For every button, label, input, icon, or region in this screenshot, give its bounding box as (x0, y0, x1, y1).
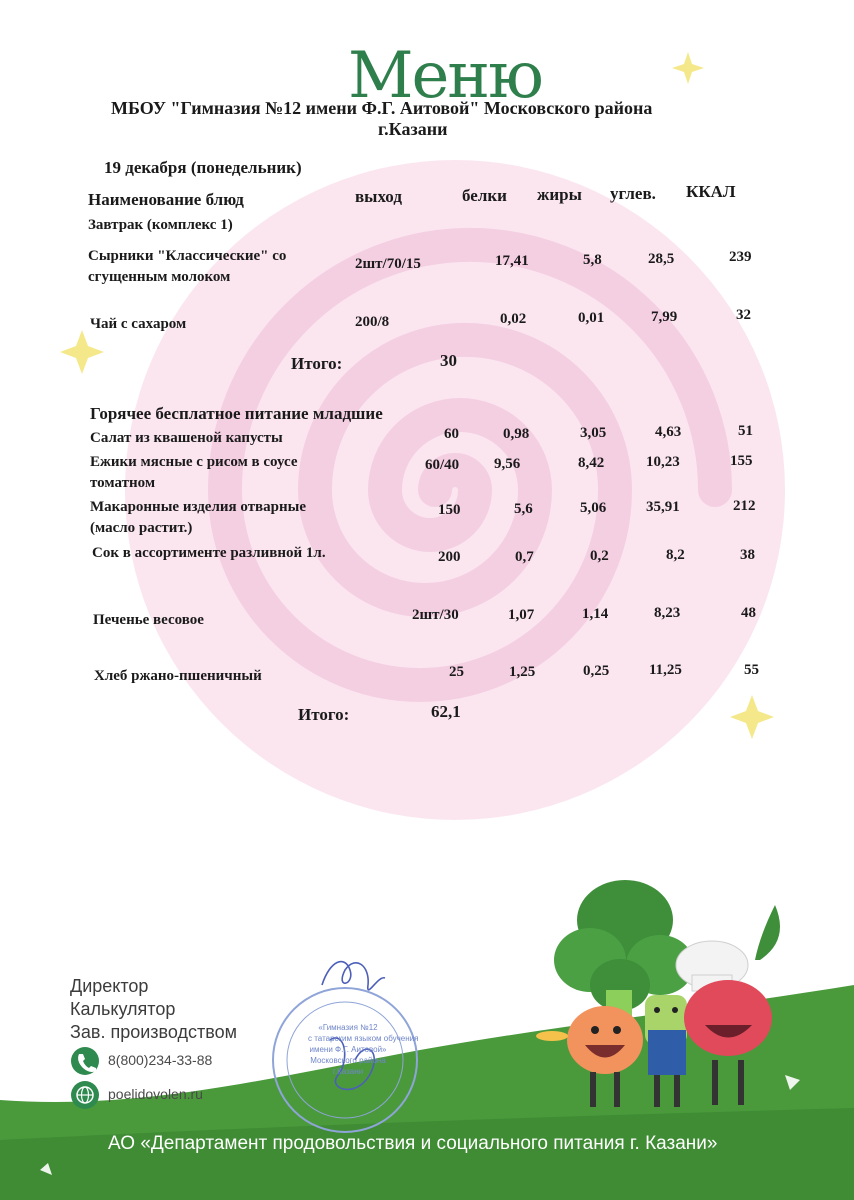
dish-output: 2шт/70/15 (355, 256, 421, 272)
dish-carbs: 4,63 (655, 424, 682, 440)
dish-carbs: 11,25 (649, 662, 682, 678)
column-header-kcal: ККАЛ (686, 182, 736, 201)
dish-name: Чай с сахаром (90, 316, 187, 332)
dish-protein: 0,98 (503, 426, 530, 442)
dish-protein: 1,25 (509, 664, 536, 680)
dish-fat: 1,14 (582, 606, 609, 622)
breakfast-total-label: Итого: (291, 354, 343, 373)
dish-carbs: 8,23 (654, 605, 681, 621)
dish-name: Хлеб ржано-пшеничный (94, 668, 262, 684)
section-title-breakfast: Завтрак (комплекс 1) (88, 217, 233, 233)
website-link[interactable]: poelidovolen.ru (108, 1086, 203, 1102)
column-header-protein: белки (462, 186, 507, 205)
dish-kcal: 55 (744, 662, 759, 678)
dish-kcal: 51 (738, 423, 753, 439)
dish-output: 2шт/30 (412, 607, 459, 623)
column-header-output: выход (355, 187, 402, 206)
dish-kcal: 239 (729, 249, 752, 265)
breakfast-total-value: 30 (440, 351, 457, 370)
dish-fat: 8,42 (578, 455, 605, 471)
dish-name: Салат из квашеной капусты (90, 430, 283, 446)
dish-carbs: 8,2 (666, 547, 685, 563)
dish-kcal: 38 (740, 547, 755, 563)
dish-carbs: 10,23 (646, 454, 680, 470)
dish-output: 200 (438, 549, 461, 565)
dish-kcal: 48 (741, 605, 756, 621)
company-banner: АО «Департамент продовольствия и социального питания г. Казани» (108, 1133, 718, 1154)
page-title-city: г.Казани (378, 119, 448, 139)
dish-kcal: 212 (733, 498, 756, 514)
stamp-text: «Гимназия №12 с татарским языком обучения имени Ф.Г. Аитовой» Московского района г.Казани (308, 1023, 419, 1076)
column-header-carbs: углев. (610, 184, 656, 203)
column-header-fat: жиры (537, 185, 582, 204)
dish-output: 25 (449, 664, 464, 680)
dish-kcal: 32 (736, 307, 751, 323)
dish-protein: 9,56 (494, 456, 521, 472)
menu-date: 19 декабря (понедельник) (104, 158, 302, 177)
dish-output: 60/40 (425, 457, 460, 473)
head-production-label: Зав. производством (70, 1022, 237, 1042)
lunch-total-value: 62,1 (431, 702, 461, 721)
phone-icon (71, 1047, 99, 1075)
dish-fat: 5,8 (583, 252, 602, 268)
dish-name: Ежики мясные с рисом в соусе томатном (90, 454, 298, 491)
dish-protein: 5,6 (514, 501, 533, 517)
dish-carbs: 28,5 (648, 251, 675, 267)
dish-kcal: 155 (730, 453, 753, 469)
dish-protein: 0,02 (500, 311, 527, 327)
dish-output: 200/8 (355, 314, 390, 330)
dish-fat: 5,06 (580, 500, 607, 516)
dish-protein: 1,07 (508, 607, 535, 623)
calculator-label: Калькулятор (70, 999, 176, 1019)
director-label: Директор (70, 976, 149, 996)
dish-protein: 0,7 (515, 549, 534, 565)
dish-carbs: 35,91 (646, 499, 680, 515)
section-title-lunch: Горячее бесплатное питание младшие (90, 404, 383, 423)
globe-icon (71, 1081, 99, 1109)
column-header-name: Наименование блюд (88, 190, 244, 209)
dish-output: 60 (444, 426, 459, 442)
page-title: МБОУ "Гимназия №12 имени Ф.Г. Аитовой" Московского района (111, 98, 653, 118)
phone-number: 8(800)234-33-88 (108, 1052, 213, 1068)
dish-output: 150 (438, 502, 461, 518)
dish-name: Сырники "Классические" со сгущенным молоком (88, 248, 287, 285)
dish-fat: 3,05 (580, 425, 607, 441)
dish-fat: 0,01 (578, 310, 605, 326)
dish-name: Сок в ассортименте разливной 1л. (92, 545, 326, 561)
dish-fat: 0,2 (590, 548, 609, 564)
menu-logo: Меню (348, 39, 542, 113)
lunch-total-label: Итого: (298, 705, 350, 724)
dish-fat: 0,25 (583, 663, 610, 679)
dish-carbs: 7,99 (651, 309, 678, 325)
dish-name: Макаронные изделия отварные (масло растит.) (90, 499, 307, 536)
dish-protein: 17,41 (495, 253, 529, 269)
dish-name: Печенье весовое (93, 612, 204, 628)
